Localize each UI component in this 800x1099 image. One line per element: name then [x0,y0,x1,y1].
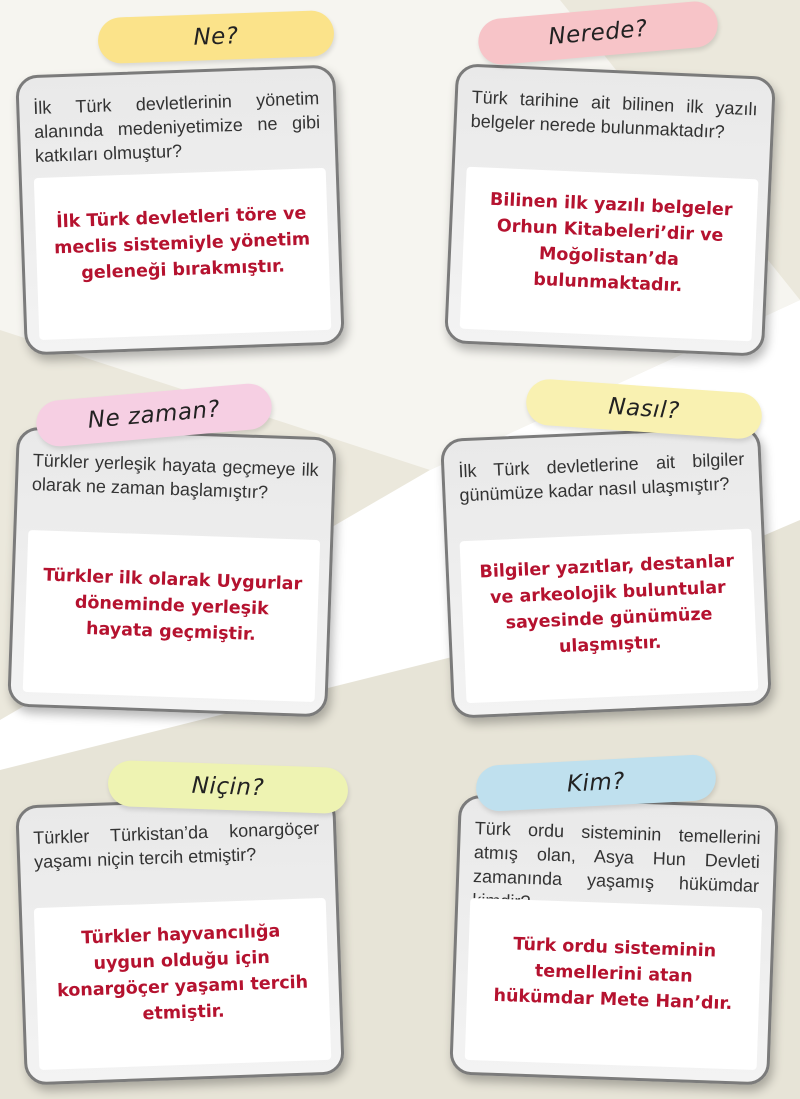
answer-box [465,898,762,1070]
answer-text: Türk ordu sisteminin temellerini atan hükümdar Mete Han’dır. [493,934,733,1015]
tab-label: Nasıl? [607,393,681,425]
card-kim [449,795,779,1086]
card-nicin [15,795,345,1086]
question-text: İlk Türk devletlerinin yönetim alanında medeniyetimize ne gibi katkıları olmuştur? [33,88,321,167]
answer-text: Bilinen ilk yazılı belgeler Orhun Kitabeleri’dir ve Moğolistan’da bulunmaktadır. [489,189,733,297]
card-nerede [444,63,776,357]
answer-box [23,530,320,702]
card-nasil [440,425,772,719]
tab-label: Ne zaman? [86,396,222,434]
answer-text: Türkler ilk olarak Uygurlar döneminde yerleşik hayata geçmiştir. [42,565,303,645]
tab-nicin [107,760,348,814]
tab-label: Ne? [193,23,239,51]
answer-text: Türkler hayvancılığa uygun olduğu için konargöçer yaşamı tercih etmiştir. [56,921,309,1025]
card-ne [15,65,345,356]
answer-box [460,529,759,704]
question-text: Türkler Türkistan’da konargöçer yaşamı niçin tercih etmiştir? [33,818,320,873]
question-text: İlk Türk devletlerine ait bilgiler günümüze kadar nasıl ulaşmıştır? [458,448,745,506]
answer-box [34,898,331,1070]
answer-box [34,168,331,340]
tab-label: Nerede? [547,15,649,51]
tab-label: Kim? [566,768,626,798]
answer-text: İlk Türk devletleri töre ve meclis sistemiyle yönetim geleneği bırakmıştır. [53,203,311,284]
card-ne-zaman [7,427,337,718]
question-text: Türk tarihine ait bilinen ilk yazılı belgeler nerede bulunmaktadır? [470,86,758,142]
question-text: Türkler yerleşik hayata geçmeye ilk olarak ne zaman başlamıştır? [31,450,319,503]
question-text: Türk ordu sisteminin temellerini atmış olan, Asya Hun Devleti zamanında yaşamış hükümdar [472,818,761,897]
answer-text: Bilgiler yazıtlar, destanlar ve arkeolojik buluntular sayesinde günümüze ulaşmıştır. [479,551,735,658]
tab-label: Niçin? [191,772,265,802]
answer-box [460,167,759,342]
tab-ne [97,10,334,64]
